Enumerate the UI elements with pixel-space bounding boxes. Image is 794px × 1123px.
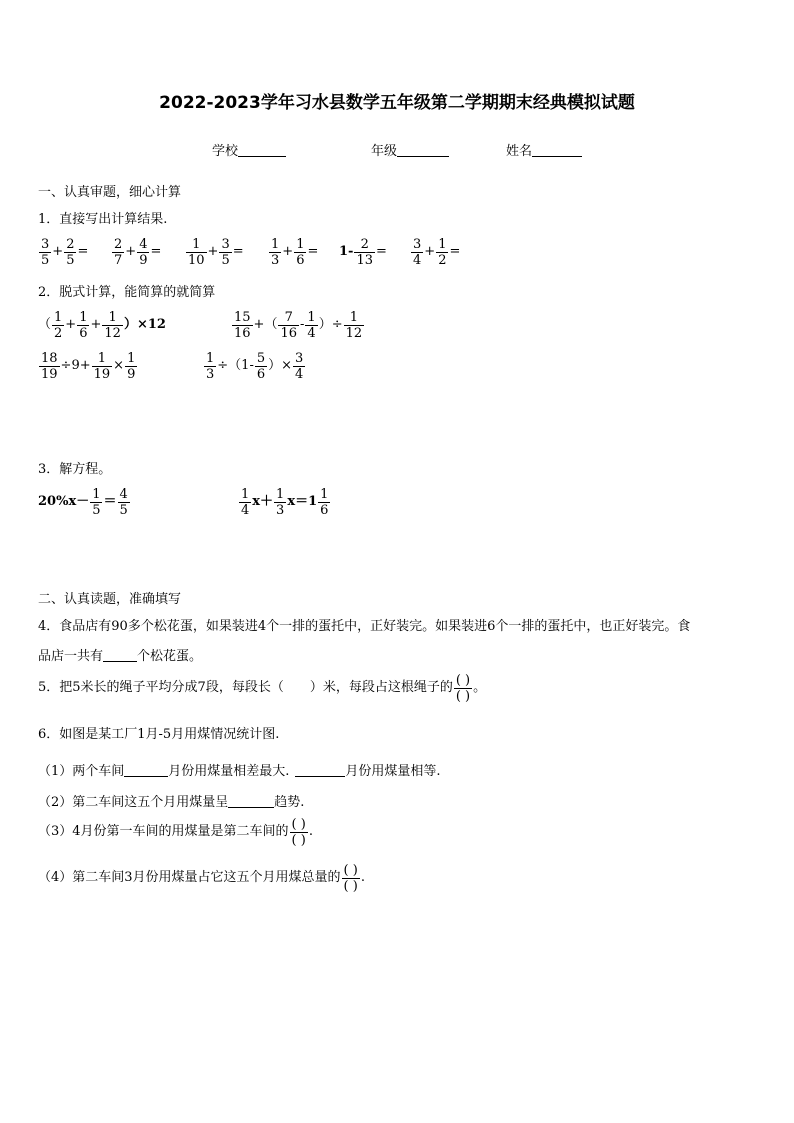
denominator: 7: [114, 252, 123, 268]
numerator: ( ): [291, 816, 306, 832]
numerator: 1: [127, 350, 136, 366]
denominator: 12: [345, 325, 363, 341]
denominator: 6: [256, 366, 266, 382]
name-blank[interactable]: [532, 142, 582, 157]
denominator: 12: [104, 325, 121, 341]
q4-line2: 品店一共有 个松花蛋。: [38, 649, 203, 664]
denominator: 3: [271, 252, 280, 268]
grade-label: 年级: [371, 144, 398, 159]
numerator: 4: [139, 236, 148, 252]
fraction: [186, 237, 207, 268]
fraction: [232, 310, 253, 341]
q1-expr-5: 1- $\frac{2}{13}$ =: [339, 236, 387, 268]
denominator: 4: [307, 325, 316, 341]
fraction: [52, 310, 64, 341]
fraction: [90, 487, 102, 518]
q6-sub1-blank1[interactable]: [124, 762, 168, 777]
fraction: [436, 237, 448, 268]
fraction: [92, 351, 113, 382]
numerator: 1: [54, 309, 63, 325]
fraction: [344, 310, 365, 341]
q2-expr-3: $\frac{18}{19}$ ÷9+ $\frac{1}{19}$ × $\frac{1}{9}$: [41, 350, 136, 382]
numerator: 2: [114, 236, 123, 252]
q4-blank[interactable]: [103, 647, 137, 662]
fraction: [278, 310, 299, 341]
numerator: 1: [276, 486, 285, 502]
page-title: 2022-2023学年习水县数学五年级第二学期期末经典模拟试题: [159, 93, 635, 113]
denominator: 10: [188, 252, 205, 268]
numerator: ( ): [455, 672, 471, 688]
numerator: 3: [413, 236, 422, 252]
denominator: 6: [296, 252, 305, 268]
fraction: [274, 487, 286, 518]
q2-expr-1: （ $\frac{1}{2}$ + $\frac{1}{6}$ + $\frac{1}{12}$ ）×12: [38, 309, 166, 341]
q2-label: 2．脱式计算，能简算的就简算: [38, 285, 216, 300]
fraction: [125, 351, 137, 382]
denominator: 2: [54, 325, 63, 341]
denominator: 19: [93, 366, 111, 382]
denominator: 13: [356, 252, 373, 268]
numerator: 1: [79, 309, 88, 325]
numerator: 7: [278, 310, 299, 326]
numerator: 3: [41, 236, 50, 252]
numerator: 1: [296, 236, 305, 252]
denominator: 3: [206, 366, 215, 382]
denominator: 9: [139, 252, 148, 268]
numerator: 1: [92, 486, 101, 502]
q1-expr-6: $\frac{3}{4}$ + $\frac{1}{2}$ =: [413, 236, 461, 268]
numerator: 1: [206, 350, 215, 366]
denominator: 2: [438, 252, 447, 268]
numerator: 1: [320, 486, 329, 502]
q5-fraction-blank[interactable]: [454, 673, 472, 704]
numerator: 3: [221, 236, 230, 252]
q1-expr-4: $\frac{1}{3}$ + $\frac{1}{6}$ =: [271, 236, 319, 268]
numerator: 2: [66, 236, 75, 252]
q6-sub2-blank[interactable]: [228, 793, 274, 808]
numerator: 1: [186, 237, 207, 253]
q1-expr-1: $\frac{3}{5}$ + $\frac{2}{5}$ =: [41, 236, 89, 268]
q6-sub4-fraction-blank[interactable]: [342, 863, 360, 894]
denominator: 5: [66, 252, 75, 268]
school-field: [212, 140, 286, 159]
fraction: [239, 487, 251, 518]
numerator: 1: [344, 310, 365, 326]
fraction: [255, 351, 267, 382]
fraction: [137, 237, 149, 268]
denominator: 16: [280, 325, 297, 341]
fraction: [39, 351, 60, 382]
denominator: 5: [221, 252, 230, 268]
numerator: 1: [241, 486, 250, 502]
fraction: [64, 237, 76, 268]
fraction: [411, 237, 423, 268]
denominator: ( ): [455, 688, 471, 704]
numerator: 2: [354, 237, 375, 253]
fraction: [204, 351, 216, 382]
numerator: 1: [92, 351, 113, 367]
name-label: 姓名: [506, 144, 533, 159]
q6-sub3: （3）4月份第一车间的用煤量是第二车间的 ( ) ( ) .: [38, 816, 313, 848]
denominator: 5: [92, 502, 101, 518]
q5-line: 5．把5米长的绳子平均分成7段，每段长（ ）米，每段占这根绳子的 ( ) ( ) 。: [38, 672, 487, 704]
fraction: [219, 237, 231, 268]
denominator: 4: [413, 252, 422, 268]
q6-sub3-fraction-blank[interactable]: [290, 817, 308, 848]
denominator: ( ): [343, 878, 358, 894]
q6-sub1: （1）两个车间 月份用煤量相差最大. 月份用煤量相等.: [38, 764, 441, 779]
q6-sub2: （2）第二车间这五个月用煤量呈 趋势.: [38, 795, 305, 810]
numerator: 3: [295, 350, 304, 366]
denominator: ( ): [291, 832, 306, 848]
denominator: 3: [276, 502, 285, 518]
section1-heading: 一、认真审题，细心计算: [38, 185, 182, 200]
school-label: 学校: [212, 144, 239, 159]
numerator: 5: [256, 350, 266, 366]
denominator: 19: [41, 366, 58, 382]
q3-eq-1: 20%x－ $\frac{1}{5}$ ＝ $\frac{4}{5}$: [38, 486, 128, 518]
numerator: 18: [41, 350, 58, 366]
fraction: [293, 351, 305, 382]
fraction: [118, 487, 130, 518]
numerator: 1: [271, 236, 280, 252]
numerator: 1: [438, 236, 447, 252]
q2-expr-2: $\frac{15}{16}$ +（ $\frac{7}{16}$ - $\frac{1}{4}$ ）÷ $\frac{1}{12}$: [234, 309, 363, 341]
q4-line1: 4．食品店有90多个松花蛋，如果装进4个一排的蛋托中，正好装完。如果装进6个一排的蛋托中，也正好装完。食: [38, 619, 691, 634]
q6-sub4: （4）第二车间3月份用煤量占它这五个月用煤总量的 ( ) ( ) .: [38, 862, 365, 894]
denominator: 16: [234, 325, 251, 341]
denominator: 4: [241, 502, 250, 518]
grade-field: [371, 140, 449, 159]
q1-label: 1．直接写出计算结果.: [38, 212, 168, 227]
fraction: [102, 310, 123, 341]
fraction: [39, 237, 51, 268]
q6-label: 6．如图是某工厂1月-5月用煤情况统计图.: [38, 727, 280, 742]
numerator: 15: [234, 309, 251, 325]
fraction: [77, 310, 89, 341]
fraction: [112, 237, 124, 268]
q3-eq-2: $\frac{1}{4}$ x＋ $\frac{1}{3}$ x＝1 $\frac{1}{6}$: [241, 486, 329, 518]
fraction: [354, 237, 375, 268]
section2-heading: 二、认真读题，准确填写: [38, 592, 182, 607]
denominator: 9: [127, 366, 136, 382]
name-field: [506, 140, 582, 159]
q6-sub1-blank2[interactable]: [295, 762, 345, 777]
denominator: 6: [320, 502, 329, 518]
numerator: 4: [119, 486, 128, 502]
fraction: [269, 237, 281, 268]
q2-expr-4: $\frac{1}{3}$ ÷（1- $\frac{5}{6}$ ）× $\frac{3}{4}$: [206, 350, 304, 382]
numerator: 1: [307, 309, 316, 325]
grade-blank[interactable]: [397, 142, 449, 157]
numerator: ( ): [343, 862, 358, 878]
denominator: 6: [79, 325, 88, 341]
denominator: 5: [41, 252, 50, 268]
fraction: [305, 310, 317, 341]
fraction: [318, 487, 330, 518]
q3-label: 3．解方程。: [38, 462, 112, 477]
numerator: 1: [102, 310, 123, 326]
denominator: 5: [119, 502, 128, 518]
denominator: 4: [295, 366, 304, 382]
q1-expr-3: $\frac{1}{10}$ + $\frac{3}{5}$ =: [188, 236, 244, 268]
q1-expr-2: $\frac{2}{7}$ + $\frac{4}{9}$ =: [114, 236, 162, 268]
school-blank[interactable]: [238, 142, 286, 157]
fraction: [294, 237, 306, 268]
